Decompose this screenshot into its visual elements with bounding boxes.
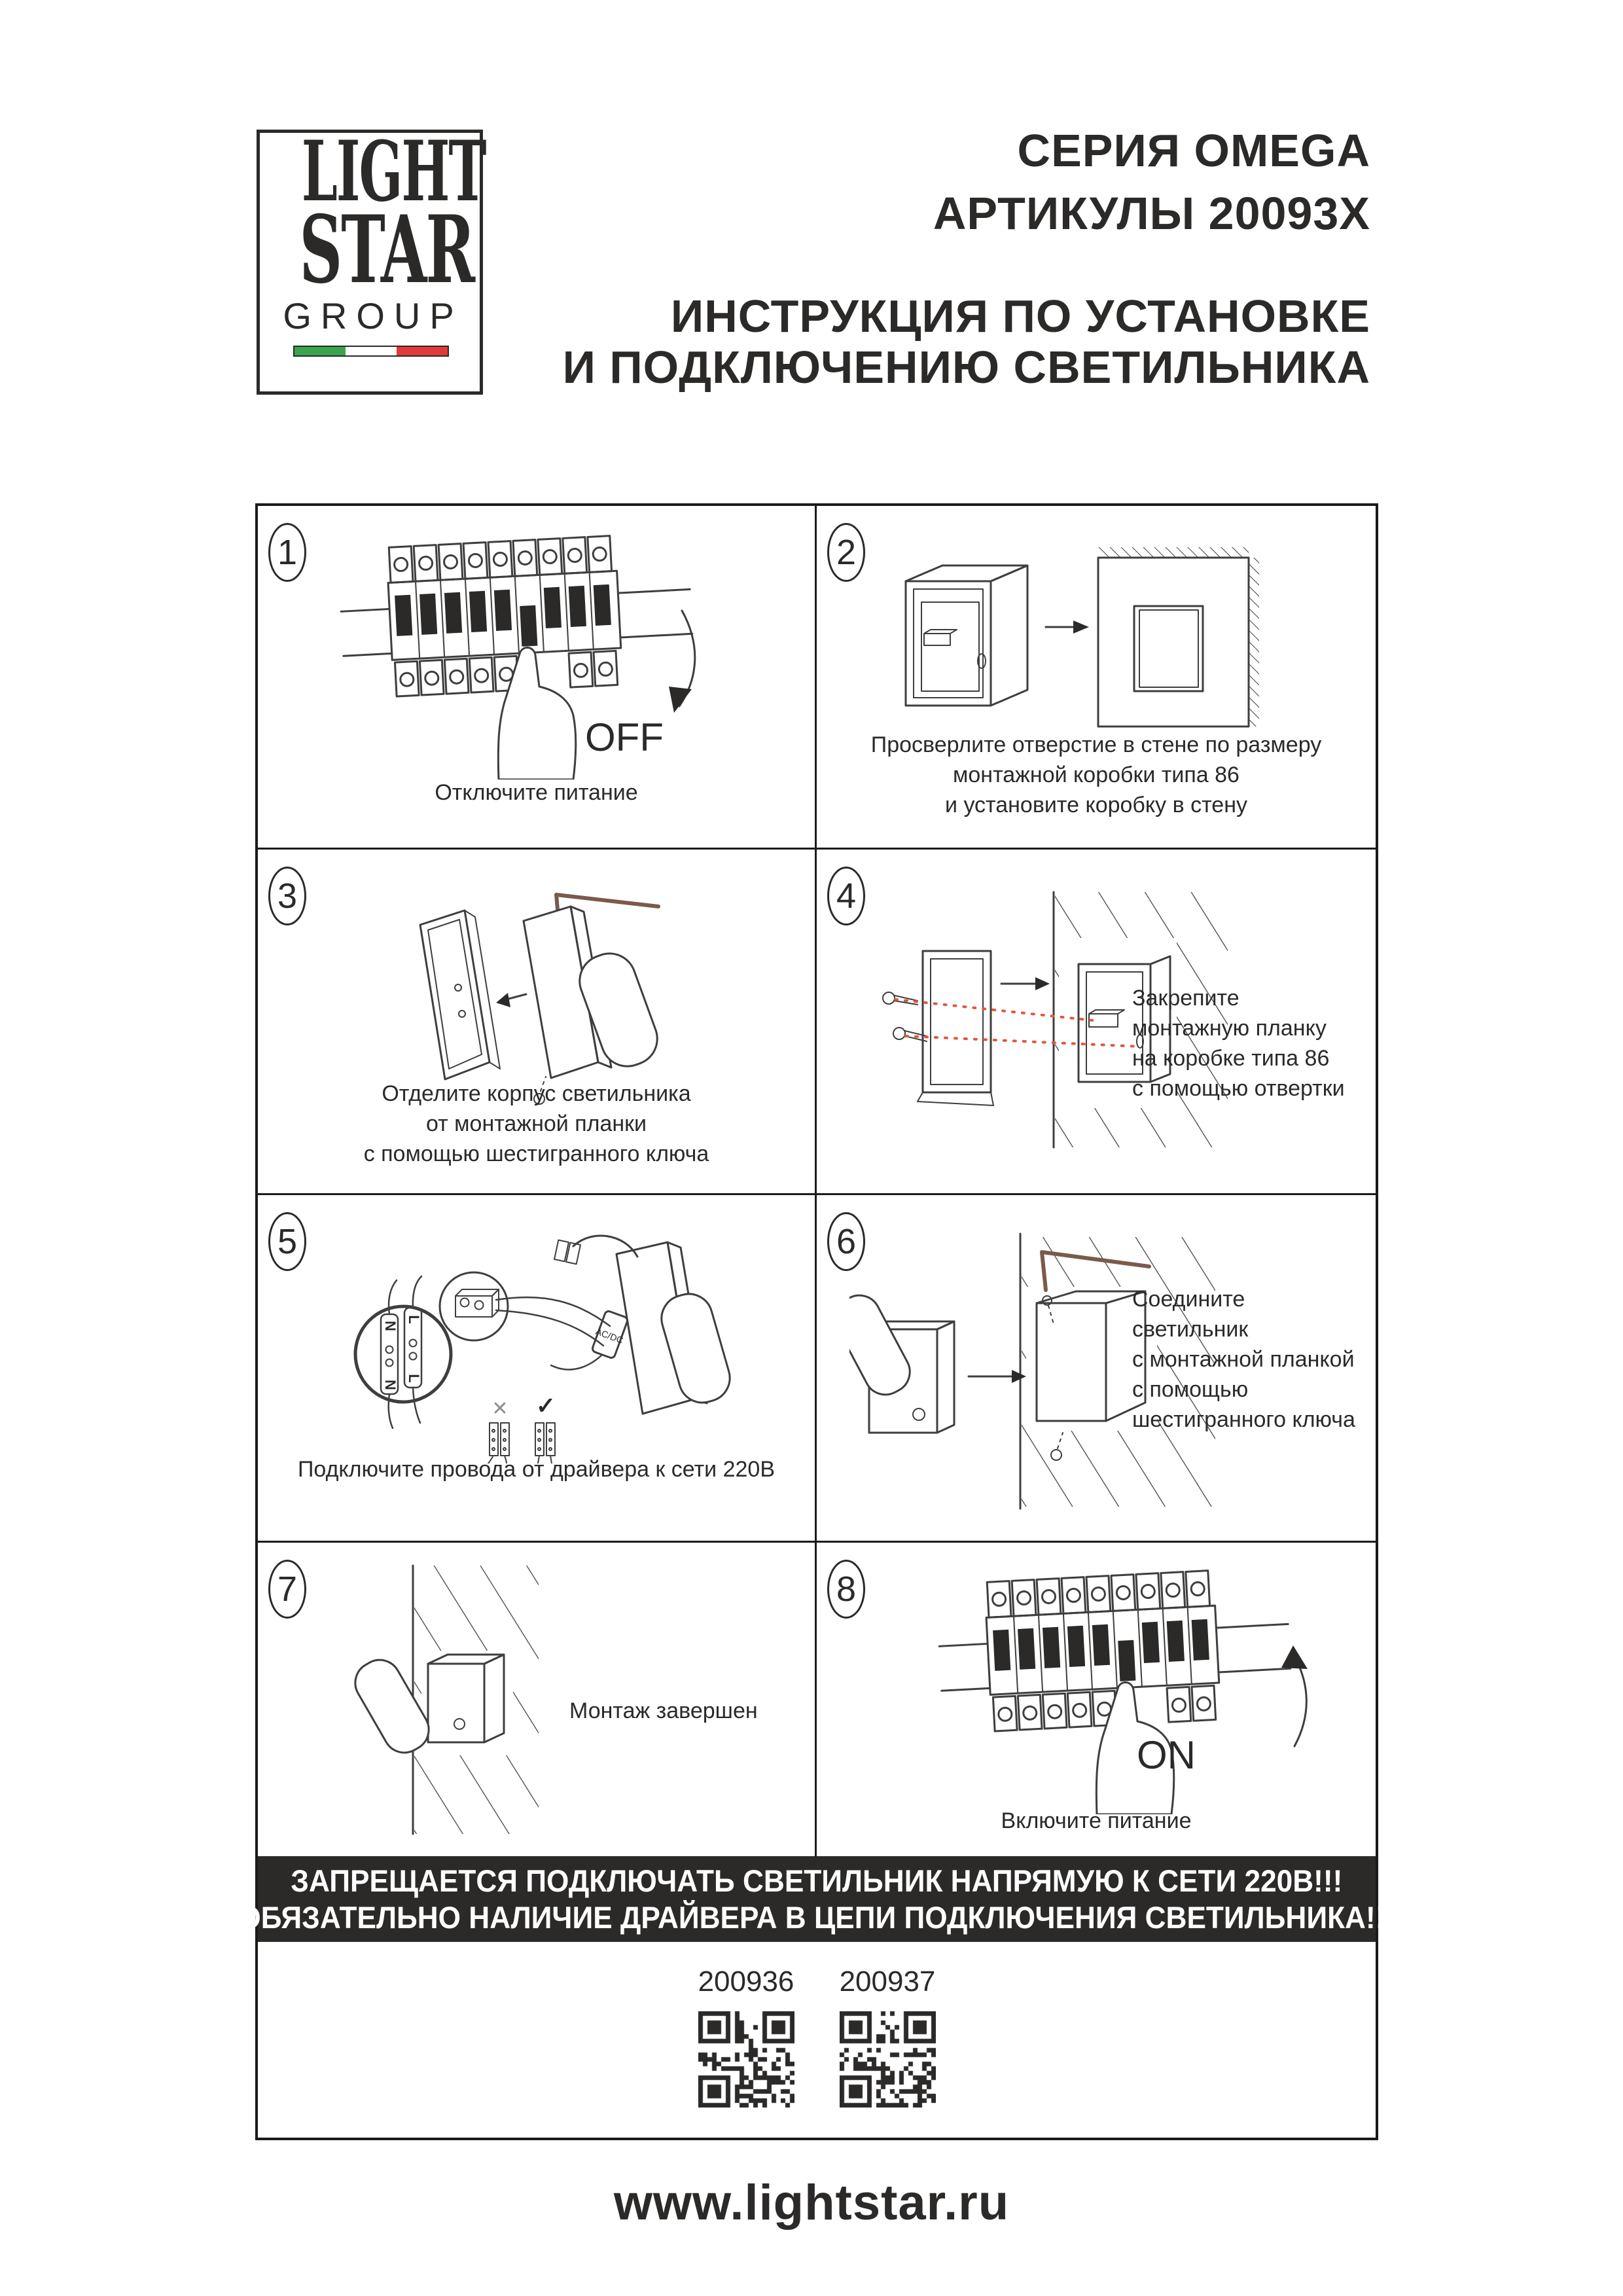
step-8-cell: [817, 1543, 1376, 1856]
arrow-down-icon: [669, 687, 692, 713]
step-8-number: 8: [827, 1560, 865, 1619]
product-codes-section: [258, 1942, 1376, 2138]
doc-title-line1: ИНСТРУКЦИЯ ПО УСТАНОВКЕ: [670, 291, 1370, 342]
step-1-number: 1: [268, 523, 306, 582]
step-2-cell: [817, 506, 1376, 850]
arrow-up-icon: [1281, 1645, 1308, 1669]
driver-label: AC/DC: [594, 1325, 625, 1346]
qr-code: [698, 2011, 794, 2108]
qr-code: [840, 2011, 936, 2108]
step-3-caption: Отделите корпус светильника от монтажной планки с помощью шестигранного ключа: [363, 1081, 709, 1166]
step-7-caption: Монтаж завершен: [569, 1698, 758, 1723]
step-8-caption: Включите питание: [1001, 1808, 1192, 1833]
series-name: СЕРИЯ OMEGA: [1017, 125, 1370, 176]
n-terminal-label: N: [382, 1321, 399, 1331]
arrow-right-icon: [1073, 620, 1089, 634]
check-mark-icon: ✓: [535, 1392, 556, 1419]
step-4-cell: [817, 850, 1376, 1195]
doc-title-line2: И ПОДКЛЮЧЕНИЮ СВЕТИЛЬНИКА: [562, 342, 1370, 393]
step-7-number: 7: [268, 1560, 306, 1619]
arrow-right-icon: [1035, 977, 1050, 990]
step-1-caption: Отключите питание: [435, 780, 638, 805]
step-4-number: 4: [827, 867, 865, 925]
logo-word-group: GROUP: [283, 295, 463, 336]
step-5-number: 5: [268, 1212, 306, 1271]
step-3-number: 3: [268, 867, 306, 925]
steps-table: [238, 503, 1395, 2140]
arrow-left-icon: [496, 993, 510, 1007]
l-terminal-label: L: [406, 1374, 422, 1383]
breaker-off-illustration: [330, 518, 736, 780]
document-header: [563, 119, 1370, 393]
warning-line2: ОБЯЗАТЕЛЬНО НАЛИЧИЕ ДРАЙВЕРА В ЦЕПИ ПОДКЛЮЧЕНИЯ СВЕТИЛЬНИКА!!!: [238, 1899, 1395, 1935]
step-4-caption: Закрепите монтажную планку на коробке типа 86 с помощью отвертки: [1132, 986, 1345, 1101]
product-200937: [838, 1965, 936, 2138]
italian-flag-bar: [293, 346, 449, 357]
wall-hatch-right: [1249, 558, 1259, 726]
zoom-circle-small: [440, 1272, 508, 1340]
step-6-cell: [817, 1195, 1376, 1543]
website-url: www.lightstar.ru: [613, 2175, 1010, 2231]
step-5-caption: Подключите провода от драйвера к сети 220В: [297, 1457, 775, 1482]
zoom-circle-large: [355, 1306, 451, 1402]
wall-hatch-top: [1098, 547, 1249, 558]
l-terminal-label: L: [406, 1315, 422, 1324]
breaker-on-illustration: [928, 1552, 1334, 1814]
n-terminal-label: N: [382, 1380, 399, 1390]
on-label: ON: [1137, 1733, 1196, 1777]
step-5-cell: [258, 1195, 817, 1543]
step-1-cell: [258, 506, 817, 850]
step-2-caption: Просверлите отверстие в стене по размеру монтажной коробки типа 86 и установите коробку в стену: [870, 732, 1322, 817]
pointing-hand-icon: [498, 647, 575, 780]
step-6-number: 6: [827, 1212, 865, 1271]
step-3-cell: [258, 850, 817, 1195]
warning-line1: ЗАПРЕЩАЕТСЯ ПОДКЛЮЧАТЬ СВЕТИЛЬНИК НАПРЯМУЮ К СЕТИ 220В!!!: [291, 1863, 1343, 1898]
article-number: 200936: [698, 1965, 794, 1998]
step-2-number: 2: [827, 523, 865, 582]
logo-word-light: LIGHT: [301, 123, 486, 220]
product-200936: [697, 1965, 795, 2138]
off-label: OFF: [585, 715, 664, 759]
articles-line: АРТИКУЛЫ 20093Х: [933, 188, 1370, 239]
logo-word-star: STAR: [299, 196, 474, 304]
wiring-illustration: [271, 1215, 801, 1463]
wrong-mark-icon: ✕: [491, 1398, 508, 1420]
warning-banner: [238, 1856, 1395, 1942]
lightstar-logo: [257, 123, 486, 395]
step-7-cell: [258, 1543, 817, 1856]
step-6-caption: Соедините светильник с монтажной планкой с помощью шестигранного ключа: [1132, 1287, 1355, 1432]
mounting-box-illustration: [882, 542, 1301, 738]
article-number: 200937: [839, 1965, 936, 1998]
